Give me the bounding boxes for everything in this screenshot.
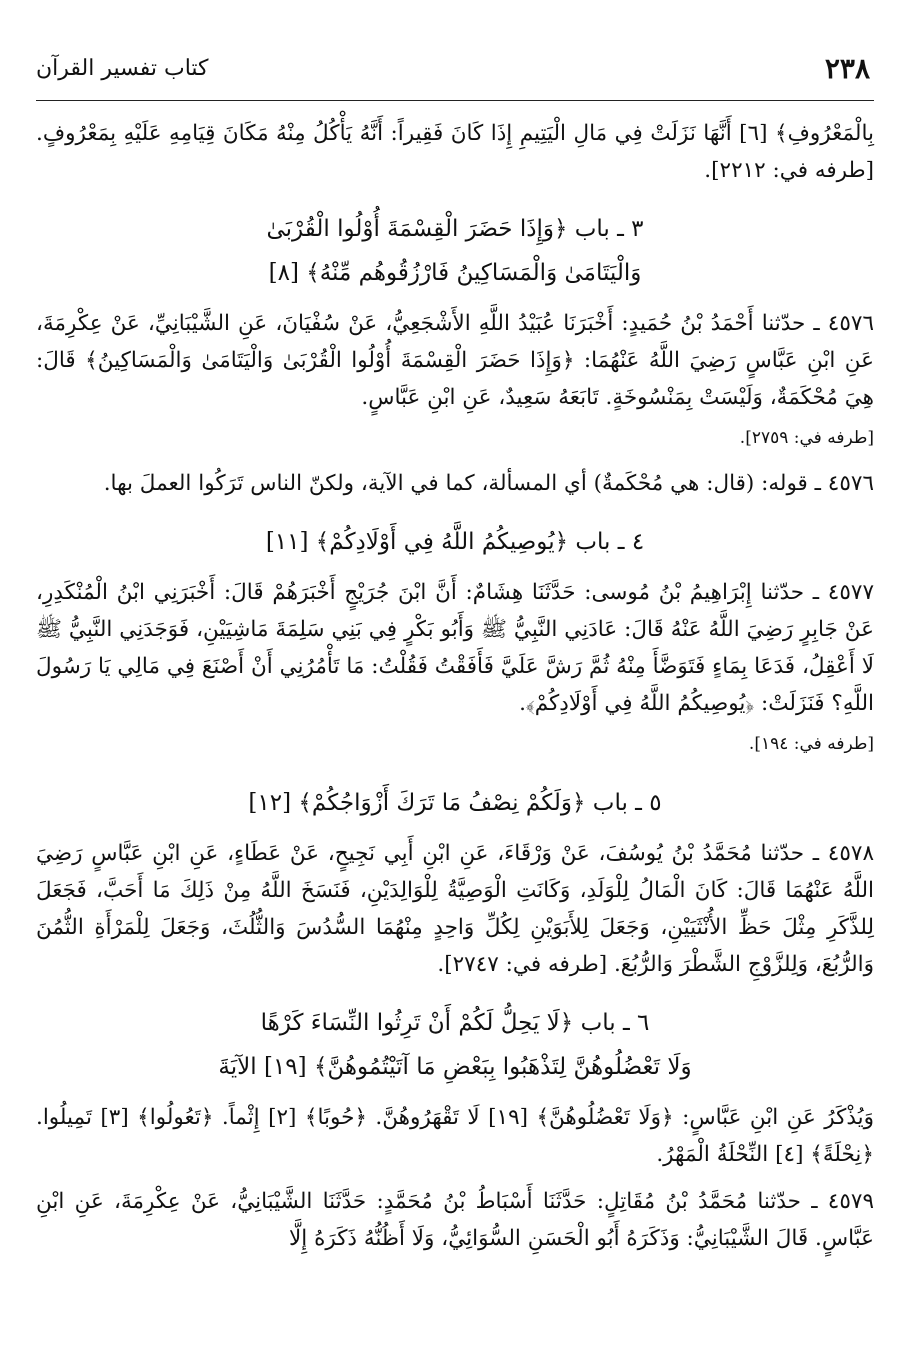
hadith-4577: ٤٥٧٧ ـ حدّثنا إِبْرَاهِيمُ بْنُ مُوسى: حَدَّثَنَا هِشَامٌ: أَنَّ ابْنَ جُرَيْجٍ أَخْبَرَهُمْ قَالَ: أَخْبَرَنِي ابْنُ الْمُنْكَدِرِ، عَنْ جَابِرٍ رَضِيَ اللَّهُ عَنْهُ قَالَ: عَادَنِي النَّبِيُّ ﷺ وَأَبُو بَكْرٍ فِي بَنِي سَلِمَةَ مَاشِيَيْنِ، فَوَجَدَنِي النَّبِيُّ ﷺ لَا أَعْقِلُ، فَدَعَا بِمَاءٍ فَتَوَضَّأَ مِنْهُ ثُمَّ رَشَّ عَلَيَّ فَأَفَقْتُ فَقُلْتُ: مَا تَأْمُرُنِي أَنْ أَصْنَعَ فِي مَالِي يَا رَسُولَ اللَّهِ؟ فَنَزَلَتْ: ﴿يُوصِيكُمُ اللَّهُ فِي أَوْلَادِكُمْ﴾. bbox=[36, 580, 874, 716]
chapter-heading-4 bbox=[36, 520, 874, 564]
cross-reference: [طرفه في: ٢٧٥٩]. bbox=[739, 428, 874, 448]
hadith-4579: ٤٥٧٩ ـ حدّثنا مُحَمَّدُ بْنُ مُقَاتِلٍ: حَدَّثَنَا أَسْبَاطُ بْنُ مُحَمَّدٍ: حَدَّثَنَا الشَّيْبَانِيُّ، عَنْ عِكْرِمَةَ، عَنِ ابْنِ عَبَّاسٍ. قَالَ الشَّيْبَانِيُّ: وَذَكَرَهُ أَبُو الْحَسَنِ السُّوَائِيُّ، وَلَا أَظُنُّهُ ذَكَرَهُ إِلَّا bbox=[36, 1189, 874, 1251]
commentary-4576: ٤٥٧٦ ـ قوله: (قال: هي مُحْكَمةٌ) أي المسألة، كما في الآية، ولكنّ الناس تَرَكُوا العملَ بها. bbox=[103, 471, 874, 496]
chapter-heading-line: ٣ ـ باب ﴿وَإِذَا حَضَرَ الْقِسْمَةَ أُوْلُوا الْقُرْبَىٰ bbox=[266, 216, 644, 242]
chapter-heading-line: ٤ ـ باب ﴿يُوصِيكُمُ اللَّهُ فِي أَوْلَادِكُمْ﴾ [١١] bbox=[265, 529, 645, 555]
continuation-paragraph: بِالْمَعْرُوفِ﴾ [٦] أَنَّهَا نَزَلَتْ فِي مَالِ الْيَتِيمِ إِذَا كَانَ فَقِيراً: أَنَّهُ يَأْكُلُ مِنْهُ مَكَانَ قِيَامِهِ عَلَيْهِ بِمَعْرُوفٍ. [طرفه في: ٢٢١٢]. bbox=[36, 121, 874, 183]
chapter-heading-line: وَالْيَتَامَىٰ وَالْمَسَاكِينُ فَارْزُقُوهُم مِّنْهُ﴾ [٨] bbox=[268, 260, 642, 286]
chapter-heading-3 bbox=[36, 207, 874, 295]
page-number: ٢٣٨ bbox=[824, 52, 870, 85]
cross-reference: [طرفه في: ١٩٤]. bbox=[748, 734, 874, 754]
book-title: كتاب تفسير القرآن bbox=[36, 56, 209, 81]
page-header bbox=[36, 0, 874, 101]
chapter-heading-6 bbox=[36, 1001, 874, 1089]
chapter-heading-5 bbox=[36, 781, 874, 825]
ibn-abbas-gloss: وَيُذْكَرُ عَنِ ابْنِ عَبَّاسٍ: ﴿وَلَا تَعْضُلُوهُنَّ﴾ [١٩] لَا تَقْهَرُوهُنَّ. ﴿حُوبًا﴾ [٢] إِثْماً. ﴿تَعُولُوا﴾ [٣] تَمِيلُوا. ﴿نِحْلَةً﴾ [٤] النِّحْلَةُ الْمَهْرُ. bbox=[36, 1105, 875, 1167]
chapter-heading-line: ٥ ـ باب ﴿وَلَكُمْ نِصْفُ مَا تَرَكَ أَزْوَاجُكُمْ﴾ [١٢] bbox=[248, 790, 662, 816]
hadith-4576: ٤٥٧٦ ـ حدّثنا أَحْمَدُ بْنُ حُمَيدٍ: أَخْبَرَنَا عُبَيْدُ اللَّهِ الأَشْجَعِيُّ، عَنْ سُفْيَانَ، عَنِ الشَّيْبَانِيِّ، عَنْ عِكْرِمَةَ، عَنِ ابْنِ عَبَّاسٍ رَضِيَ اللَّهُ عَنْهُمَا: ﴿وَإِذَا حَضَرَ الْقِسْمَةَ أُوْلُوا الْقُرْبَىٰ وَالْيَتَامَىٰ وَالْمَسَاكِينُ﴾ قَالَ: هِيَ مُحْكَمَةٌ، وَلَيْسَتْ بِمَنْسُوخَةٍ. تَابَعَهُ سَعِيدٌ، عَنِ ابْنِ عَبَّاسٍ. bbox=[36, 311, 874, 410]
page-body bbox=[36, 101, 874, 1257]
hadith-4578: ٤٥٧٨ ـ حدّثنا مُحَمَّدُ بْنُ يُوسُفَ، عَنْ وَرْقَاءَ، عَنِ ابْنِ أَبِي نَجِيحٍ، عَنْ عَطَاءٍ، عَنِ ابْنِ عَبَّاسٍ رَضِيَ اللَّهُ عَنْهُمَا قَالَ: كَانَ الْمَالُ لِلْوَلَدِ، وَكَانَتِ الْوَصِيَّةُ لِلْوَالِدَيْنِ، فَنَسَخَ اللَّهُ مِنْ ذَلِكَ مَا أَحَبَّ، فَجَعَلَ لِلذَّكَرِ مِثْلَ حَظِّ الأُنْثَيَيْنِ، وَجَعَلَ لِلأَبَوَيْنِ لِكُلِّ وَاحِدٍ مِنْهُمَا السُّدُسَ وَالثُّلُثَ، وَجَعَلَ لِلْمَرْأَةِ الثُّمُنَ وَالرُّبُعَ، وَلِلزَّوْجِ الشَّطْرَ وَالرُّبُعَ. [طرفه في: ٢٧٤٧]. bbox=[36, 841, 874, 977]
chapter-heading-line: ٦ ـ باب ﴿لَا يَحِلُّ لَكُمْ أَنْ تَرِثُوا النِّسَاءَ كَرْهًا bbox=[260, 1010, 650, 1036]
chapter-heading-line: وَلَا تَعْضُلُوهُنَّ لِتَذْهَبُوا بِبَعْضِ مَا آتَيْتُمُوهُنَّ﴾ [١٩] الآيَةَ bbox=[218, 1054, 692, 1080]
